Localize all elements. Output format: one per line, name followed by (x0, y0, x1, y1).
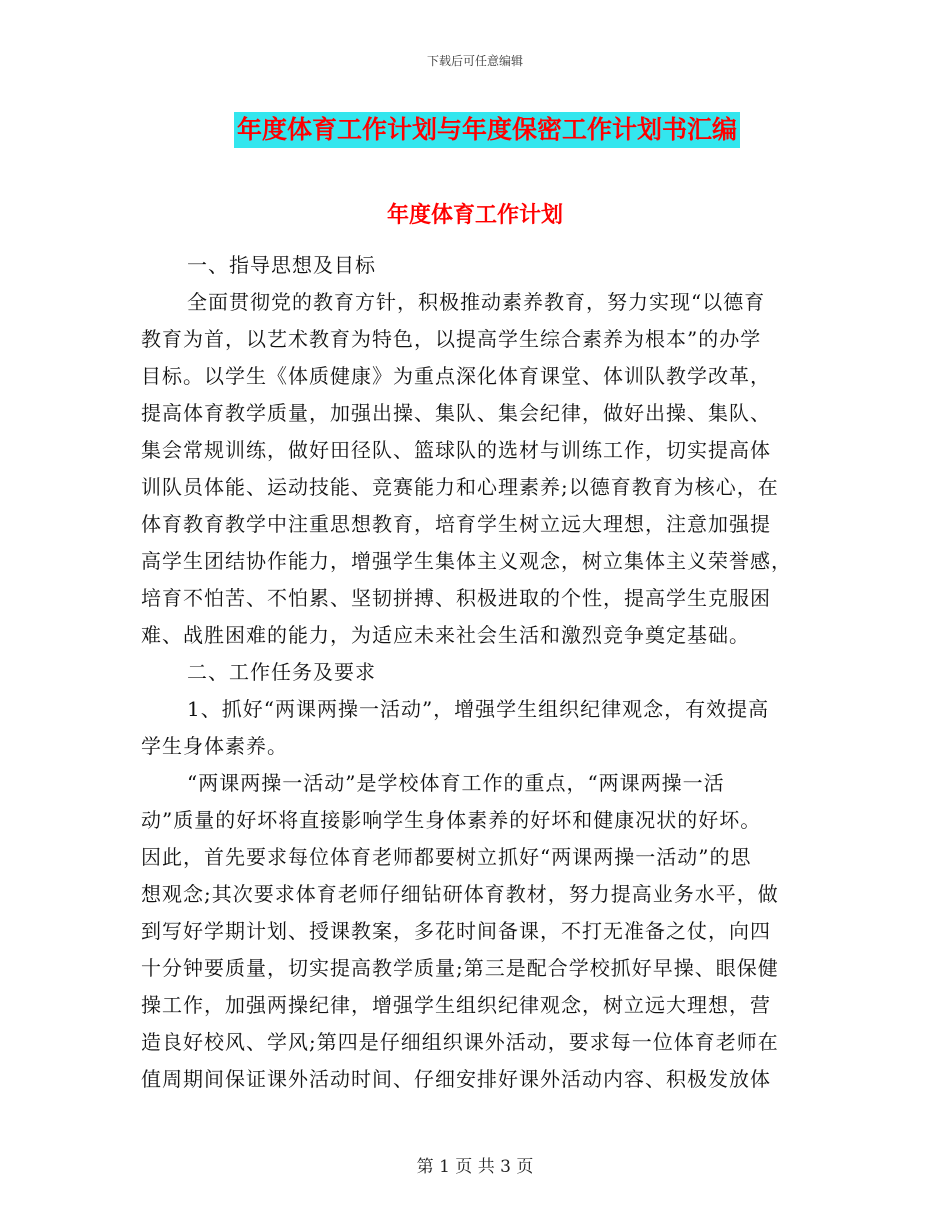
text-line: 教育为首，以艺术教育为特色，以提高学生综合素养为根本”的办学 (141, 327, 762, 351)
text-line: 体育教育教学中注重思想教育，培育学生树立远大理想，注意加强提 (141, 512, 771, 536)
document-main-title: 年度体育工作计划与年度保密工作计划书汇编 (234, 112, 740, 148)
text-line: 造良好校风、学风;第四是仔细组织课外活动，要求每一位体育老师在 (141, 1030, 779, 1054)
text-line: 动”质量的好坏将直接影响学生身体素养的好坏和健康况状的好坏。 (141, 808, 762, 832)
text-line: 想观念;其次要求体育老师仔细钻研体育教材，努力提高业务水平，做 (141, 882, 779, 906)
text-line: 高学生团结协作能力，增强学生集体主义观念，树立集体主义荣誉感， (141, 549, 792, 573)
text-line: 全面贯彻党的教育方针，积极推动素养教育，努力实现“以德育 (187, 290, 766, 314)
text-line: 集会常规训练，做好田径队、篮球队的选材与训练工作，切实提高体 (141, 438, 771, 462)
header-note: 下载后可任意编辑 (426, 54, 523, 68)
text-line: “两课两操一活动”是学校体育工作的重点，“两课两操一活 (187, 771, 725, 795)
page-footer: 第 1 页 共 3 页 (416, 1157, 534, 1177)
text-line: 一、指导思想及目标 (187, 253, 376, 277)
text-line: 到写好学期计划、授课教案，多花时间备课，不打无准备之仗，向四 (141, 919, 771, 943)
section-title: 年度体育工作计划 (386, 203, 563, 228)
text-line: 培育不怕苦、不怕累、坚韧拼搏、积极进取的个性，提高学生克服困 (141, 586, 771, 610)
text-line: 训队员体能、运动技能、竞赛能力和心理素养;以德育教育为核心，在 (141, 475, 779, 499)
text-line: 十分钟要质量，切实提高教学质量;第三是配合学校抓好早操、眼保健 (141, 956, 779, 980)
text-line: 目标。以学生《体质健康》为重点深化体育课堂、体训队教学改革， (141, 364, 771, 388)
text-line: 1、抓好“两课两操一活动”，增强学生组织纪律观念，有效提高 (187, 697, 770, 721)
text-line: 操工作，加强两操纪律，增强学生组织纪律观念，树立远大理想，营 (141, 993, 771, 1017)
text-line: 难、战胜困难的能力，为适应未来社会生活和激烈竞争奠定基础。 (141, 623, 750, 647)
text-line: 二、工作任务及要求 (187, 660, 376, 684)
text-line: 因此，首先要求每位体育老师都要树立抓好“两课两操一活动”的思 (141, 845, 752, 869)
document-body (141, 247, 807, 1098)
text-line: 提高体育教学质量，加强出操、集队、集会纪律，做好出操、集队、 (141, 401, 771, 425)
text-line: 学生身体素养。 (141, 734, 288, 758)
text-line: 值周期间保证课外活动时间、仔细安排好课外活动内容、积极发放体 (141, 1067, 771, 1091)
